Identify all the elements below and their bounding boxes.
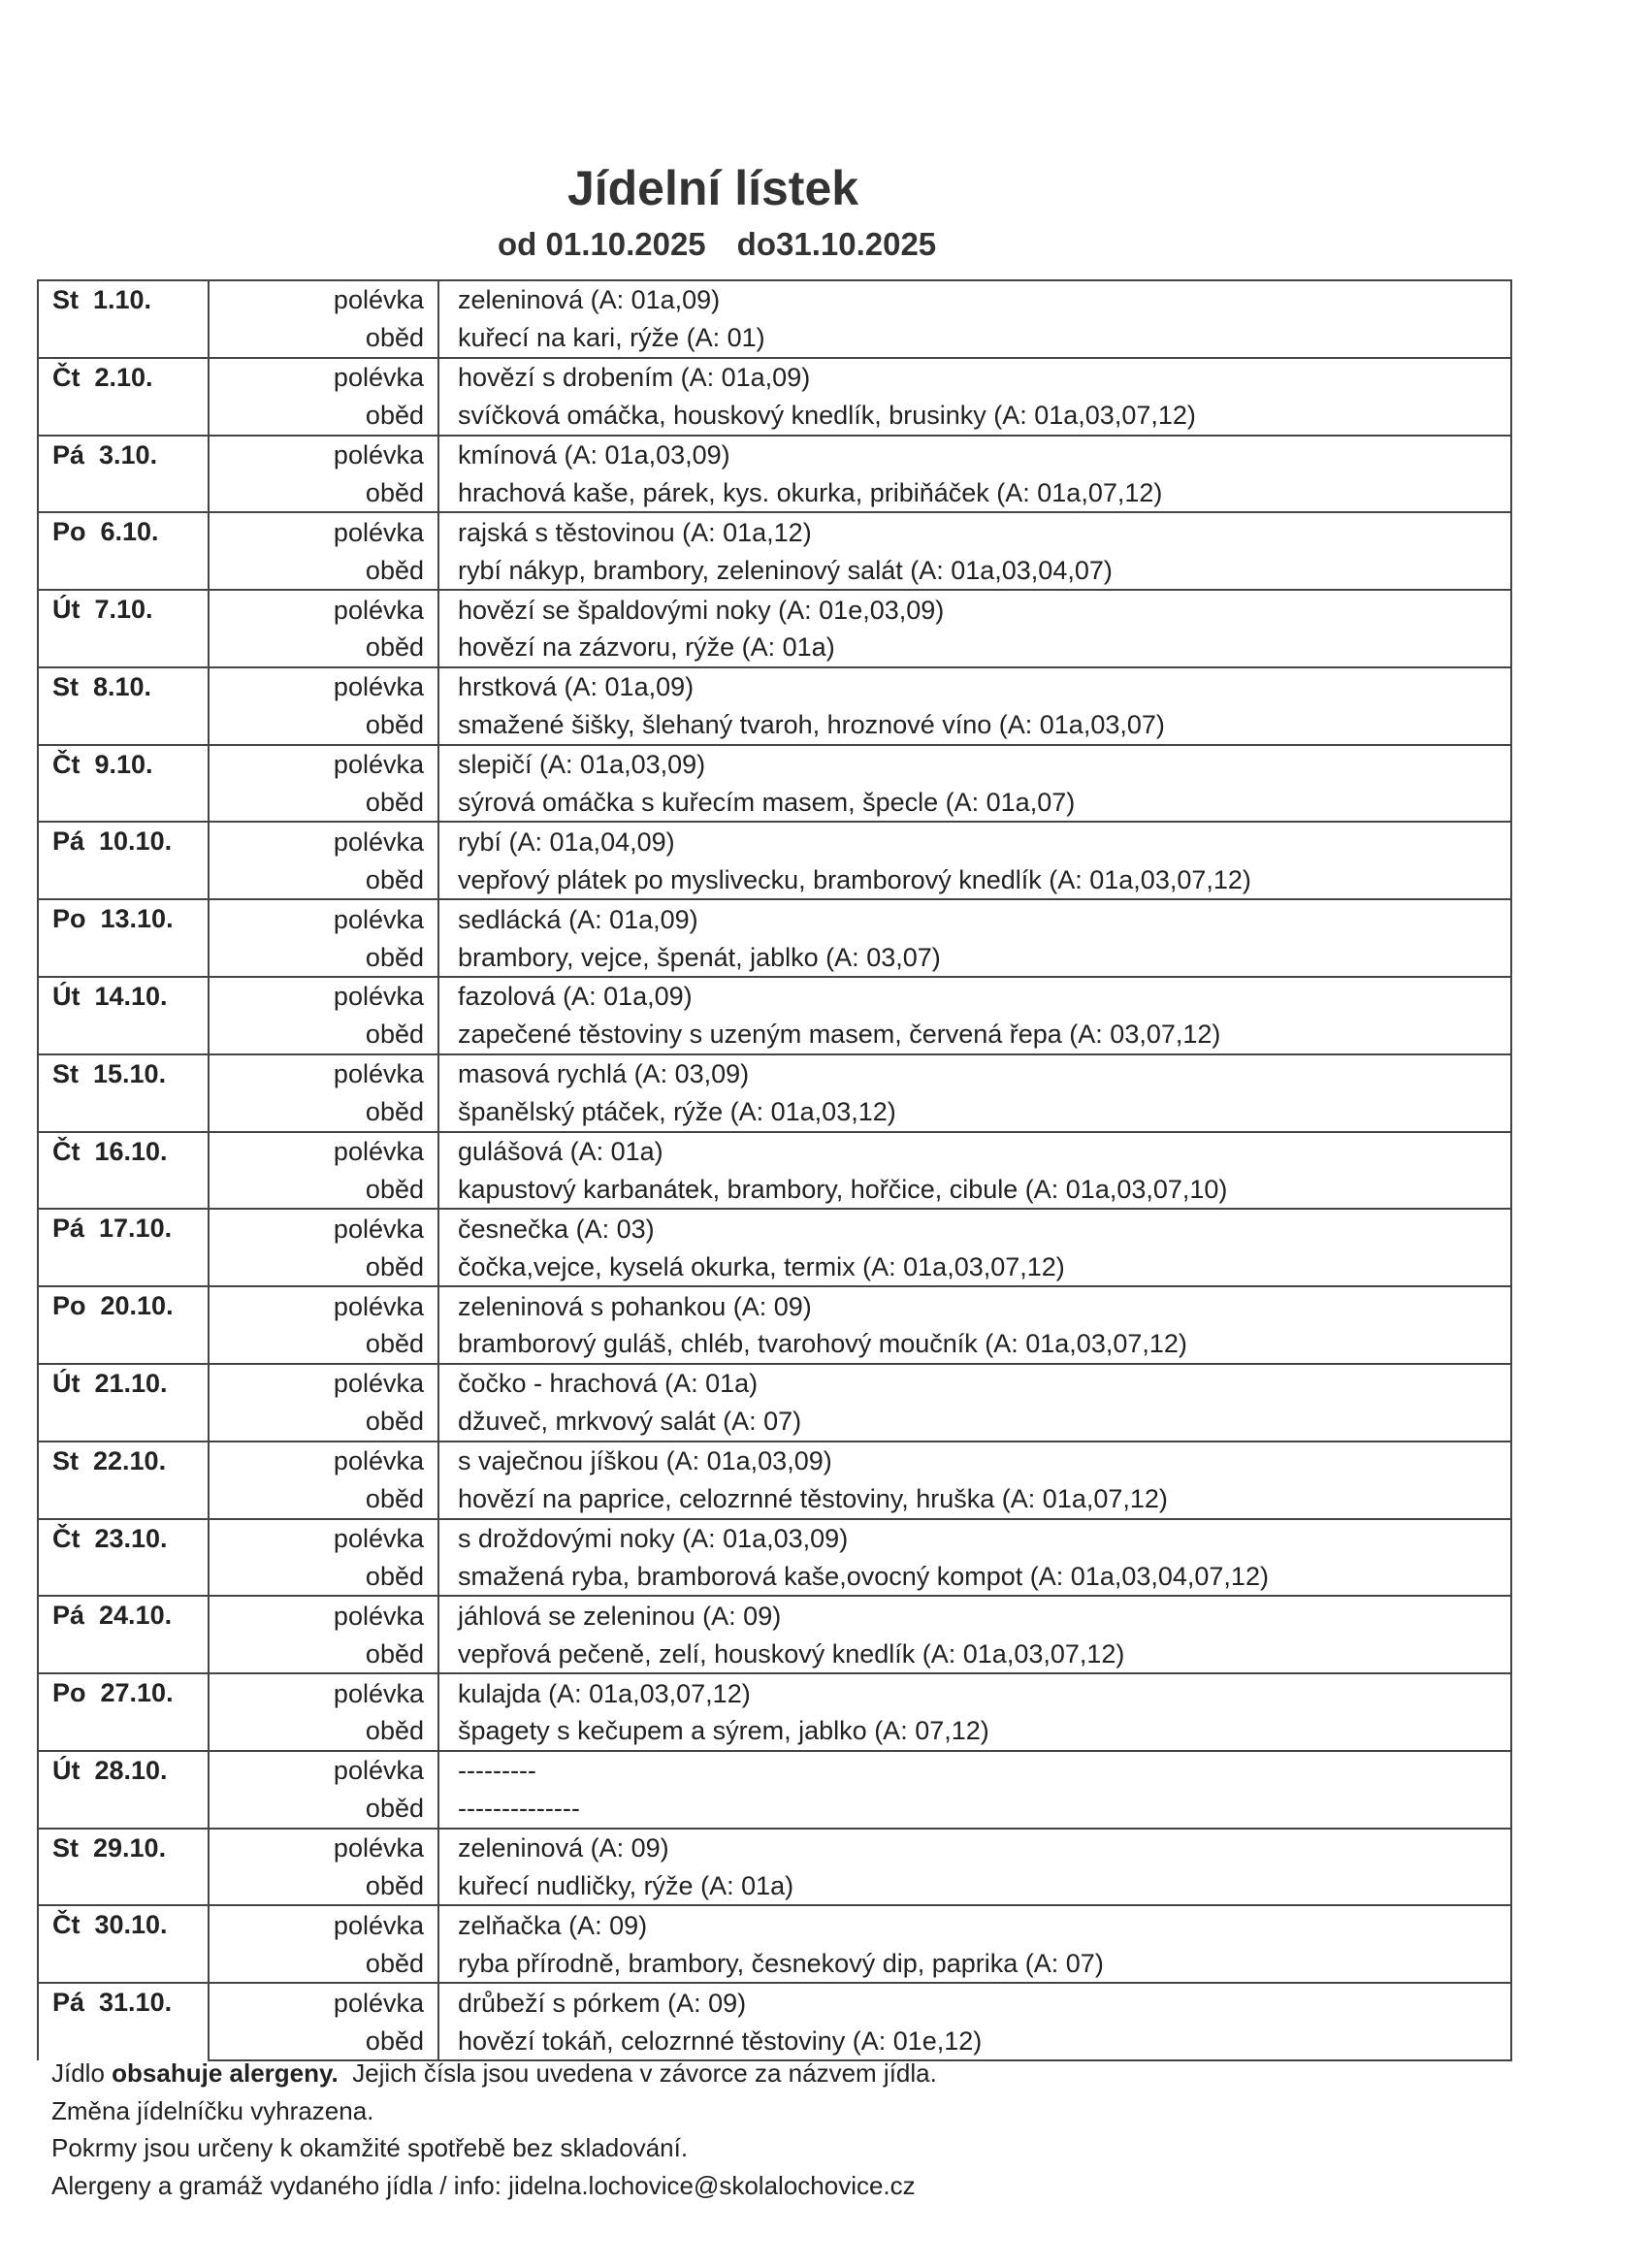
menu-row-lunch: [38, 1480, 1511, 1519]
soup-label: polévka: [209, 512, 438, 551]
lunch-dish: džuveč, mrkvový salát (A: 07): [438, 1403, 1511, 1442]
menu-row-lunch: [38, 1325, 1511, 1364]
lunch-dish: hovězí na zázvoru, rýže (A: 01a): [438, 629, 1511, 667]
page-title: Jídelní lístek: [566, 161, 859, 215]
menu-row-soup: [38, 1132, 1511, 1171]
lunch-dish: brambory, vejce, špenát, jablko (A: 03,07): [438, 938, 1511, 977]
day-cell: St 15.10.: [38, 1054, 209, 1132]
lunch-label: oběd: [209, 938, 438, 977]
soup-dish: česnečka (A: 03): [438, 1209, 1511, 1247]
menu-row-soup: [38, 1364, 1511, 1403]
lunch-label: oběd: [209, 1170, 438, 1209]
soup-dish: čočko - hrachová (A: 01a): [438, 1364, 1511, 1403]
soup-label: polévka: [209, 1983, 438, 2022]
menu-row-lunch: [38, 1712, 1511, 1751]
footer-notes: [51, 2055, 937, 2204]
soup-dish: zeleninová (A: 09): [438, 1829, 1511, 1867]
menu-row-soup: [38, 358, 1511, 397]
lunch-label: oběd: [209, 1712, 438, 1751]
menu-row-lunch: [38, 473, 1511, 512]
change-note: Změna jídelníčku vyhrazena.: [51, 2095, 374, 2125]
lunch-label: oběd: [209, 1790, 438, 1829]
day-cell: St 22.10.: [38, 1442, 209, 1519]
soup-label: polévka: [209, 745, 438, 784]
soup-label: polévka: [209, 1286, 438, 1325]
soup-dish: s vaječnou jíškou (A: 01a,03,09): [438, 1442, 1511, 1480]
day-cell: Út 28.10.: [38, 1751, 209, 1829]
to-label: do: [736, 226, 776, 262]
soup-label: polévka: [209, 1364, 438, 1403]
lunch-dish: sýrová omáčka s kuřecím masem, špecle (A: 01a,07): [438, 784, 1511, 823]
lunch-label: oběd: [209, 1403, 438, 1442]
soup-dish: masová rychlá (A: 03,09): [438, 1054, 1511, 1093]
menu-row-lunch: [38, 784, 1511, 823]
lunch-dish: kapustový karbanátek, brambory, hořčice, cibule (A: 01a,03,07,10): [438, 1170, 1511, 1209]
lunch-dish: --------------: [438, 1790, 1511, 1829]
lunch-dish: zapečené těstoviny s uzeným masem, červená řepa (A: 03,07,12): [438, 1016, 1511, 1054]
menu-row-soup: [38, 1596, 1511, 1635]
day-cell: Út 14.10.: [38, 977, 209, 1054]
day-cell: Čt 16.10.: [38, 1132, 209, 1210]
soup-dish: rybí (A: 01a,04,09): [438, 822, 1511, 860]
lunch-label: oběd: [209, 860, 438, 899]
menu-row-lunch: [38, 1867, 1511, 1906]
menu-row-lunch: [38, 706, 1511, 745]
lunch-label: oběd: [209, 1635, 438, 1673]
menu-row-soup: [38, 745, 1511, 784]
soup-dish: hovězí se špaldovými noky (A: 01e,03,09): [438, 590, 1511, 629]
soup-label: polévka: [209, 899, 438, 938]
menu-row-soup: [38, 822, 1511, 860]
lunch-label: oběd: [209, 1016, 438, 1054]
lunch-dish: čočka,vejce, kyselá okurka, termix (A: 01a,03,07,12): [438, 1247, 1511, 1286]
storage-note: Pokrmy jsou určeny k okamžité spotřebě bez skladování.: [51, 2133, 689, 2162]
menu-row-soup: [38, 1905, 1511, 1944]
day-cell: St 29.10.: [38, 1829, 209, 1906]
menu-row-lunch: [38, 1944, 1511, 1983]
day-cell: Po 27.10.: [38, 1673, 209, 1751]
lunch-dish: vepřový plátek po myslivecku, bramborový knedlík (A: 01a,03,07,12): [438, 860, 1511, 899]
lunch-dish: španělský ptáček, rýže (A: 01a,03,12): [438, 1093, 1511, 1132]
menu-table-body: [38, 280, 1511, 2060]
menu-row-soup: [38, 977, 1511, 1016]
soup-dish: kmínová (A: 01a,03,09): [438, 436, 1511, 474]
soup-dish: s droždovými noky (A: 01a,03,09): [438, 1519, 1511, 1558]
menu-row-lunch: [38, 1093, 1511, 1132]
soup-label: polévka: [209, 1209, 438, 1247]
allergen-note: Jídlo obsahuje alergeny. Jejich čísla jsou uvedena v závorce za názvem jídla.: [51, 2058, 937, 2088]
lunch-dish: svíčková omáčka, houskový knedlík, brusinky (A: 01a,03,07,12): [438, 397, 1511, 436]
soup-dish: zelňačka (A: 09): [438, 1905, 1511, 1944]
menu-row-soup: [38, 1751, 1511, 1790]
soup-label: polévka: [209, 822, 438, 860]
soup-label: polévka: [209, 590, 438, 629]
day-cell: Čt 9.10.: [38, 745, 209, 823]
lunch-dish: bramborový guláš, chléb, tvarohový moučník (A: 01a,03,07,12): [438, 1325, 1511, 1364]
soup-label: polévka: [209, 1519, 438, 1558]
soup-label: polévka: [209, 1829, 438, 1867]
day-cell: Pá 24.10.: [38, 1596, 209, 1673]
soup-dish: jáhlová se zeleninou (A: 09): [438, 1596, 1511, 1635]
menu-row-lunch: [38, 1790, 1511, 1829]
menu-row-lunch: [38, 1247, 1511, 1286]
lunch-label: oběd: [209, 319, 438, 358]
soup-dish: slepičí (A: 01a,03,09): [438, 745, 1511, 784]
day-cell: Čt 2.10.: [38, 358, 209, 436]
menu-row-soup: [38, 1983, 1511, 2022]
menu-row-soup: [38, 1673, 1511, 1712]
lunch-dish: hovězí tokáň, celozrnné těstoviny (A: 01e,12): [438, 2022, 1511, 2060]
menu-row-soup: [38, 1829, 1511, 1867]
lunch-label: oběd: [209, 1247, 438, 1286]
menu-row-lunch: [38, 860, 1511, 899]
soup-dish: ---------: [438, 1751, 1511, 1790]
soup-dish: zeleninová s pohankou (A: 09): [438, 1286, 1511, 1325]
soup-label: polévka: [209, 358, 438, 397]
soup-dish: fazolová (A: 01a,09): [438, 977, 1511, 1016]
lunch-dish: ryba přírodně, brambory, česnekový dip, paprika (A: 07): [438, 1944, 1511, 1983]
menu-row-lunch: [38, 1016, 1511, 1054]
soup-label: polévka: [209, 1673, 438, 1712]
from-date: 01.10.2025: [545, 226, 706, 262]
day-cell: St 8.10.: [38, 667, 209, 745]
lunch-label: oběd: [209, 1557, 438, 1596]
menu-row-lunch: [38, 629, 1511, 667]
day-cell: Po 20.10.: [38, 1286, 209, 1364]
lunch-label: oběd: [209, 1093, 438, 1132]
soup-dish: drůbeží s pórkem (A: 09): [438, 1983, 1511, 2022]
lunch-dish: vepřová pečeně, zelí, houskový knedlík (A: 01a,03,07,12): [438, 1635, 1511, 1673]
soup-label: polévka: [209, 667, 438, 706]
menu-row-soup: [38, 667, 1511, 706]
soup-dish: gulášová (A: 01a): [438, 1132, 1511, 1171]
soup-label: polévka: [209, 1054, 438, 1093]
day-cell: Út 21.10.: [38, 1364, 209, 1442]
menu-row-soup: [38, 1054, 1511, 1093]
date-range: [498, 226, 936, 263]
lunch-dish: hovězí na paprice, celozrnné těstoviny, hruška (A: 01a,07,12): [438, 1480, 1511, 1519]
soup-label: polévka: [209, 280, 438, 319]
day-cell: Čt 30.10.: [38, 1905, 209, 1983]
menu-table: [37, 279, 1512, 2061]
soup-dish: kulajda (A: 01a,03,07,12): [438, 1673, 1511, 1712]
day-cell: Po 6.10.: [38, 512, 209, 590]
menu-row-soup: [38, 1209, 1511, 1247]
soup-label: polévka: [209, 977, 438, 1016]
lunch-dish: hrachová kaše, párek, kys. okurka, pribiňáček (A: 01a,07,12): [438, 473, 1511, 512]
from-label: od: [498, 226, 537, 262]
day-cell: Út 7.10.: [38, 590, 209, 667]
soup-dish: hovězí s drobením (A: 01a,09): [438, 358, 1511, 397]
day-cell: Pá 17.10.: [38, 1209, 209, 1286]
soup-label: polévka: [209, 1442, 438, 1480]
to-date: 31.10.2025: [776, 226, 937, 262]
lunch-dish: špagety s kečupem a sýrem, jablko (A: 07,12): [438, 1712, 1511, 1751]
day-cell: St 1.10.: [38, 280, 209, 358]
lunch-label: oběd: [209, 1480, 438, 1519]
lunch-dish: rybí nákyp, brambory, zeleninový salát (A: 01a,03,04,07): [438, 551, 1511, 590]
soup-dish: zeleninová (A: 01a,09): [438, 280, 1511, 319]
menu-row-lunch: [38, 1403, 1511, 1442]
lunch-label: oběd: [209, 397, 438, 436]
menu-row-lunch: [38, 319, 1511, 358]
day-cell: Pá 31.10.: [38, 1983, 209, 2060]
menu-row-lunch: [38, 1635, 1511, 1673]
lunch-label: oběd: [209, 1325, 438, 1364]
soup-label: polévka: [209, 1596, 438, 1635]
menu-row-soup: [38, 1519, 1511, 1558]
lunch-label: oběd: [209, 1944, 438, 1983]
menu-row-soup: [38, 436, 1511, 474]
menu-row-soup: [38, 1442, 1511, 1480]
lunch-label: oběd: [209, 784, 438, 823]
lunch-label: oběd: [209, 706, 438, 745]
lunch-label: oběd: [209, 629, 438, 667]
menu-row-lunch: [38, 1557, 1511, 1596]
soup-dish: rajská s těstovinou (A: 01a,12): [438, 512, 1511, 551]
lunch-label: oběd: [209, 1867, 438, 1906]
menu-row-lunch: [38, 938, 1511, 977]
menu-row-lunch: [38, 397, 1511, 436]
menu-row-soup: [38, 280, 1511, 319]
lunch-dish: smažená ryba, bramborová kaše,ovocný kompot (A: 01a,03,04,07,12): [438, 1557, 1511, 1596]
soup-label: polévka: [209, 1751, 438, 1790]
menu-row-soup: [38, 512, 1511, 551]
lunch-dish: kuřecí nudličky, rýže (A: 01a): [438, 1867, 1511, 1906]
menu-row-lunch: [38, 551, 1511, 590]
soup-label: polévka: [209, 1132, 438, 1171]
soup-dish: hrstková (A: 01a,09): [438, 667, 1511, 706]
lunch-label: oběd: [209, 473, 438, 512]
menu-row-soup: [38, 899, 1511, 938]
soup-dish: sedlácká (A: 01a,09): [438, 899, 1511, 938]
menu-row-soup: [38, 590, 1511, 629]
lunch-dish: kuřecí na kari, rýže (A: 01): [438, 319, 1511, 358]
lunch-dish: smažené šišky, šlehaný tvaroh, hroznové víno (A: 01a,03,07): [438, 706, 1511, 745]
day-cell: Čt 23.10.: [38, 1519, 209, 1597]
day-cell: Pá 10.10.: [38, 822, 209, 899]
day-cell: Po 13.10.: [38, 899, 209, 977]
contact-note: Alergeny a gramáž vydaného jídla / info: jidelna.lochovice@skolalochovice.cz: [51, 2170, 916, 2200]
day-cell: Pá 3.10.: [38, 436, 209, 513]
soup-label: polévka: [209, 1905, 438, 1944]
soup-label: polévka: [209, 436, 438, 474]
lunch-label: oběd: [209, 551, 438, 590]
menu-row-lunch: [38, 1170, 1511, 1209]
menu-row-soup: [38, 1286, 1511, 1325]
lunch-label: oběd: [209, 2022, 438, 2060]
